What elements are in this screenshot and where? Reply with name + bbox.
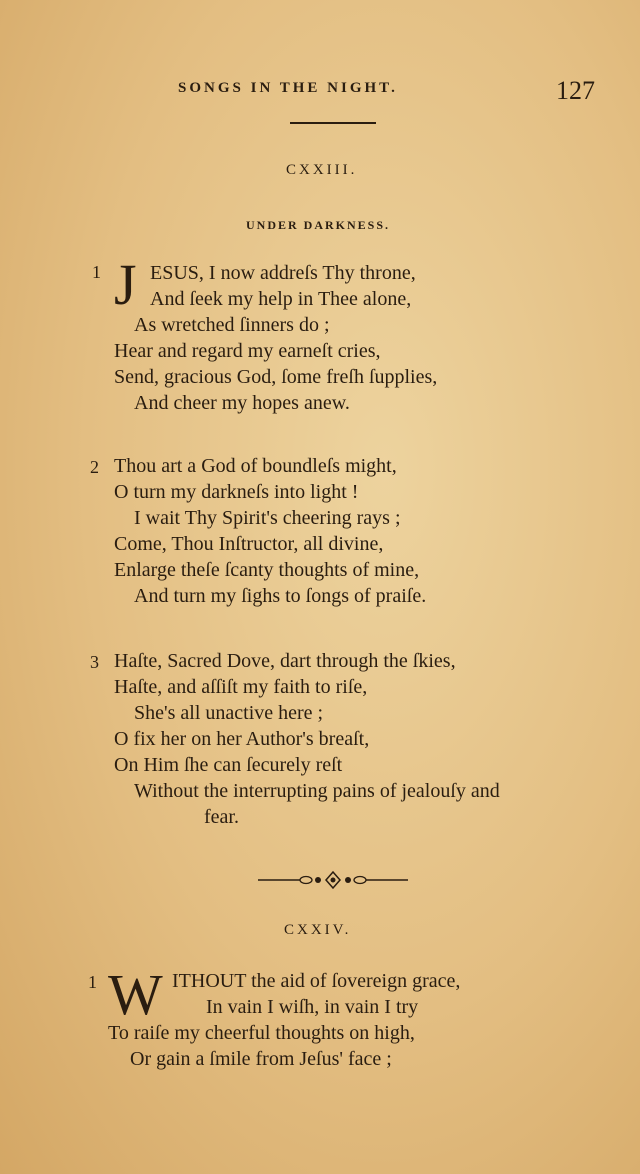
verse-line: To raiſe my cheerful thoughts on high, [108,1022,415,1044]
stanza-number: 3 [90,652,99,672]
verse-line: She's all unactive here ; [134,702,324,724]
verse-line: In vain I wiſh, in vain I try [206,996,419,1018]
verse-line: On Him ſhe can ſecurely reſt [114,754,343,776]
stanza-number: 1 [92,262,101,282]
verse-line: O turn my darkneſs into light ! [114,481,359,503]
verse-line: Hear and regard my earneſt cries, [114,340,381,362]
hymn-number: CXXIII. [286,162,358,178]
verse-line: Haſte, and aſſiſt my faith to riſe, [114,676,368,698]
verse-line: Send, gracious God, ſome freſh ſupplies, [114,366,438,388]
hymn-title: UNDER DARKNESS. [246,218,391,232]
drop-cap: W [108,962,163,1027]
verse-line: I wait Thy Spirit's cheering rays ; [134,507,401,529]
verse-line: O fix her on her Author's breaſt, [114,728,370,750]
stanza-number: 1 [88,972,97,992]
verse-line: Or gain a ſmile from Jeſus' face ; [130,1048,392,1070]
page-number: 127 [556,76,595,105]
stanza-number: 2 [90,457,99,477]
verse-line: ITHOUT the aid of ſovereign grace, [172,970,461,992]
verse-line: Without the interrupting pains of jealouſy and [134,780,500,802]
verse-line: And ſeek my help in Thee alone, [150,288,412,310]
hymn-number: CXXIV. [284,922,352,938]
verse-line: Come, Thou Inſtructor, all divine, [114,533,384,555]
verse-line: Enlarge theſe ſcanty thoughts of mine, [114,559,420,581]
ornament-divider [258,868,408,892]
verse-line: And cheer my hopes anew. [134,392,350,414]
running-title: SONGS IN THE NIGHT. [178,80,398,96]
verse-line: Haſte, Sacred Dove, dart through the ſkies, [114,650,456,672]
verse-line: ESUS, I now addreſs Thy throne, [150,262,416,284]
drop-cap: J [114,252,137,317]
verse-line: Thou art a God of boundleſs might, [114,455,397,477]
verse-line: And turn my ſighs to ſongs of praiſe. [134,585,427,607]
verse-line: fear. [204,806,239,828]
header-rule [290,122,376,124]
verse-line: As wretched ſinners do ; [134,314,330,336]
